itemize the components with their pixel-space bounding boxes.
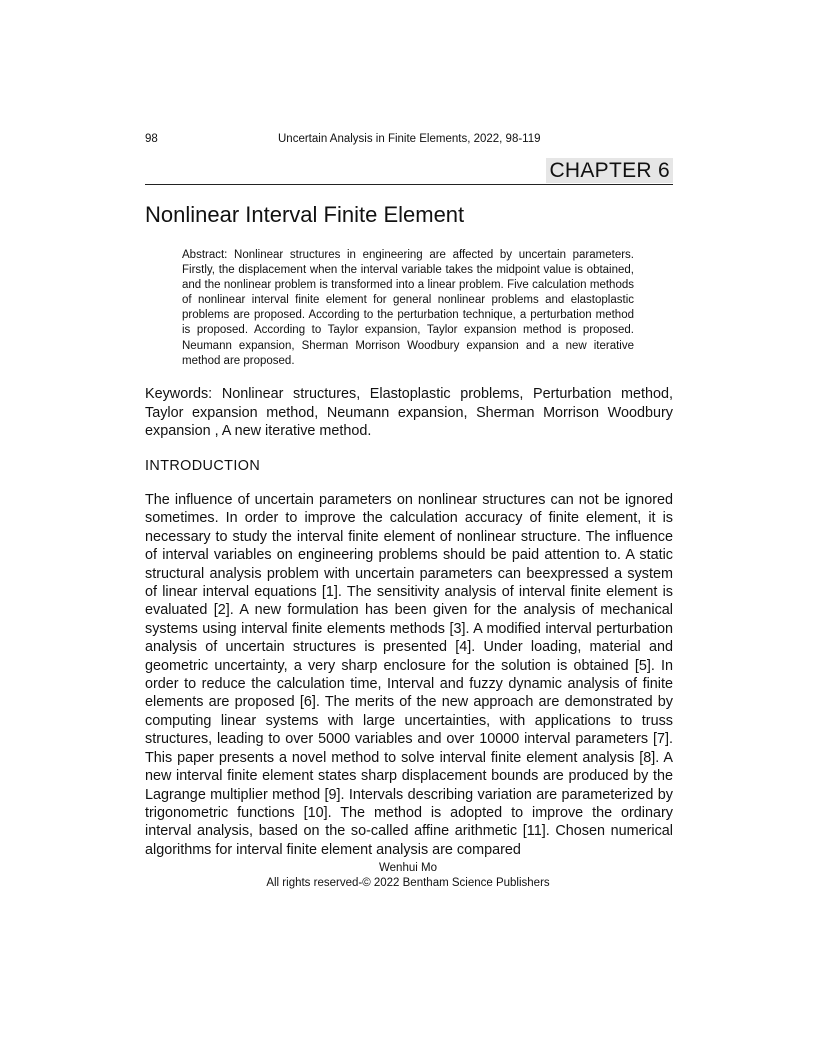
abstract-text: Nonlinear structures in engineering are affected by uncertain parameters. Firstly, the displacement when the interval variable takes the midpoint value is obtained, and the nonlinear problem is transformed into a linear problem. Five calculation methods of nonlinear interval finite element for general nonlinear problems and elastoplastic problems are proposed. According to the perturbation technique, a perturbation method is proposed. According to Taylor expansion, Taylor expansion method is proposed. Neumann expansion, Sherman Morrison Woodbury expansion and a new iterative method are proposed.	[182, 249, 634, 367]
footer-rights: All rights reserved-© 2022 Bentham Science Publishers	[266, 877, 550, 889]
running-head: Uncertain Analysis in Finite Elements, 2022, 98-119	[278, 133, 541, 145]
page-number: 98	[145, 133, 158, 145]
abstract-label: Abstract:	[182, 249, 228, 261]
footer-author: Wenhui Mo	[379, 862, 437, 874]
chapter-label: CHAPTER 6	[546, 158, 673, 183]
abstract	[182, 248, 634, 369]
introduction-paragraph: The influence of uncertain parameters on nonlinear structures can not be ignored sometimes. In order to improve the calculation accuracy of finite element, it is necessary to study the interval finite element of nonlinear structure. The influence of interval variables on engineering problems should be paid attention to. A static structural analysis problem with uncertain parameters can beexpressed a system of linear interval equations [1]. The sensitivity analysis of interval finite element is evaluated [2]. A new formulation has been given for the analysis of mechanical systems using interval finite elements methods [3]. A modified interval perturbation analysis of uncertain structures is presented [4]. Under loading, material and geometric uncertainty, a very sharp enclosure for the solution is obtained [5]. In order to reduce the calculation time, Interval and fuzzy dynamic analysis of finite elements are proposed [6]. The merits of the new approach are demonstrated by computing linear systems with large uncertainties, with applications to truss structures, leading to over 5000 variables and over 10000 interval parameters [7]. This paper presents a novel method to solve interval finite element analysis [8]. A new interval finite element states sharp displacement bounds are produced by the Lagrange multiplier method [9]. Intervals describing variation are parameterized by trigonometric functions [10]. The method is adopted to improve the ordinary interval analysis, based on the so-called affine arithmetic [11]. Chosen numerical algorithms for interval finite element analysis are compared	[145, 492, 673, 858]
introduction-heading: INTRODUCTION	[145, 458, 261, 474]
keywords-label: Keywords:	[145, 386, 213, 402]
chapter-title: Nonlinear Interval Finite Element	[145, 202, 465, 227]
keywords-text: Nonlinear structures, Elastoplastic problems, Perturbation method, Taylor expansion method, Neumann expansion, Sherman Morrison Woodbury expansion , A new iterative method.	[145, 386, 673, 440]
keywords	[145, 385, 673, 441]
header-divider	[145, 184, 673, 185]
